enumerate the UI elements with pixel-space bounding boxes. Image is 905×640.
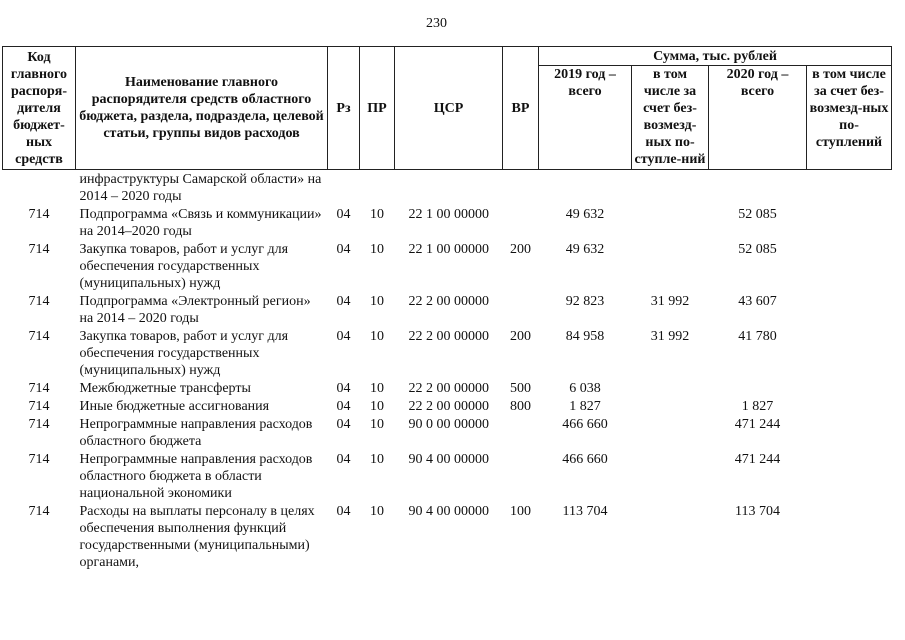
budget-table — [2, 46, 892, 572]
row-sum-2019: 49 632 — [565, 242, 605, 257]
row-name: Расходы на выплаты персоналу в целях обеспечения выполнения функций государственными (муниципальными) органами, — [79, 504, 315, 570]
table-row — [3, 380, 892, 398]
row-name: Непрограммные направления расходов областного бюджета — [79, 417, 313, 449]
row-csr: 22 2 00 00000 — [408, 399, 489, 414]
row-name: Подпрограмма «Электронный регион» на 2014 – 2020 годы — [79, 294, 311, 326]
row-free-2019: 31 992 — [650, 329, 690, 344]
row-pr: 10 — [370, 417, 384, 432]
row-free-2019 — [632, 416, 709, 451]
row-csr: 90 0 00 00000 — [408, 417, 489, 432]
row-pr: 10 — [370, 242, 384, 257]
table-row — [3, 293, 892, 328]
row-csr: 90 4 00 00000 — [408, 504, 489, 519]
row-name: Закупка товаров, работ и услуг для обеспечения государственных (муниципальных) нужд — [79, 329, 289, 378]
row-vr — [503, 416, 539, 451]
row-csr: 22 2 00 00000 — [408, 329, 489, 344]
row-free-2019 — [632, 241, 709, 293]
row-pr: 10 — [370, 399, 384, 414]
row-sum-2020: 52 085 — [738, 207, 777, 222]
row-free-2019 — [632, 206, 709, 241]
row-sum-2020 — [709, 380, 807, 398]
row-free-2019 — [632, 451, 709, 503]
row-sum-2020: 41 780 — [738, 329, 777, 344]
row-pr: 10 — [370, 329, 384, 344]
header-free-2019: в том числе за счет без-возмезд-ных по-ступле-ний — [632, 66, 709, 170]
row-name: Иные бюджетные ассигнования — [79, 399, 270, 414]
header-sum: Сумма, тыс. рублей — [539, 47, 892, 66]
row-sum-2019: 466 660 — [562, 417, 608, 432]
table-row — [3, 241, 892, 293]
row-sum-2020: 52 085 — [738, 242, 777, 257]
row-sum-2020 — [709, 170, 807, 207]
row-sum-2020: 43 607 — [738, 294, 777, 309]
row-name: Непрограммные направления расходов областного бюджета в области национальной экономики — [79, 452, 313, 501]
row-csr: 90 4 00 00000 — [408, 452, 489, 467]
row-sum-2020: 113 704 — [735, 504, 780, 519]
row-pr: 10 — [370, 294, 384, 309]
row-sum-2019 — [539, 170, 632, 207]
row-sum-2019: 113 704 — [562, 504, 608, 519]
row-vr — [503, 293, 539, 328]
table-header — [3, 47, 892, 170]
row-sum-2019: 92 823 — [565, 294, 605, 309]
row-rz: 04 — [336, 207, 351, 222]
table-row — [3, 451, 892, 503]
table-row — [3, 398, 892, 416]
page-number: 230 — [426, 16, 447, 31]
row-name: Межбюджетные трансферты — [79, 381, 251, 396]
row-name: инфраструктуры Самарской области» на 2014 – 2020 годы — [79, 172, 322, 204]
row-rz: 04 — [336, 381, 351, 396]
row-csr: 22 2 00 00000 — [408, 294, 489, 309]
row-sum-2019: 49 632 — [565, 207, 605, 222]
header-pr: ПР — [360, 47, 395, 170]
row-pr — [360, 170, 395, 207]
table-body — [3, 170, 892, 573]
row-code: 714 — [28, 417, 50, 432]
row-rz: 04 — [336, 294, 351, 309]
row-code: 714 — [28, 329, 50, 344]
row-name: Закупка товаров, работ и услуг для обеспечения государственных (муниципальных) нужд — [79, 242, 289, 291]
row-free-2020 — [807, 398, 892, 416]
row-code: 714 — [28, 294, 50, 309]
row-rz: 04 — [336, 242, 351, 257]
row-free-2019 — [632, 503, 709, 572]
row-vr — [503, 170, 539, 207]
row-pr: 10 — [370, 452, 384, 467]
header-sum-2020: 2020 год – всего — [709, 66, 807, 170]
row-rz: 04 — [336, 504, 351, 519]
row-rz: 04 — [336, 329, 351, 344]
table-row — [3, 416, 892, 451]
row-free-2019 — [632, 170, 709, 207]
row-free-2020 — [807, 293, 892, 328]
row-code: 714 — [28, 399, 50, 414]
row-code: 714 — [28, 381, 50, 396]
row-vr — [503, 451, 539, 503]
row-vr: 200 — [510, 329, 531, 344]
row-sum-2020: 471 244 — [734, 417, 781, 432]
row-free-2019 — [632, 398, 709, 416]
row-free-2019: 31 992 — [650, 294, 690, 309]
row-free-2020 — [807, 206, 892, 241]
header-rz: Рз — [328, 47, 360, 170]
row-vr: 500 — [510, 381, 531, 396]
row-rz — [328, 170, 360, 207]
table-row — [3, 328, 892, 380]
header-sum-2019: 2019 год – всего — [539, 66, 632, 170]
row-free-2020 — [807, 503, 892, 572]
row-csr: 22 1 00 00000 — [408, 207, 489, 222]
table-row — [3, 206, 892, 241]
row-code — [3, 170, 76, 207]
row-code: 714 — [28, 207, 50, 222]
header-code: Код главного распоря-дителя бюджет-ных средств — [3, 47, 76, 170]
row-rz: 04 — [336, 452, 351, 467]
row-code: 714 — [28, 242, 50, 257]
row-rz: 04 — [336, 417, 351, 432]
row-free-2020 — [807, 170, 892, 207]
header-name: Наименование главного распорядителя средств областного бюджета, раздела, подраздела, целевой статьи, группы видов расходов — [76, 47, 328, 170]
row-code: 714 — [28, 504, 50, 519]
row-vr: 100 — [510, 504, 531, 519]
row-sum-2020: 1 827 — [741, 399, 774, 414]
row-free-2020 — [807, 380, 892, 398]
header-csr: ЦСР — [395, 47, 503, 170]
row-free-2019 — [632, 380, 709, 398]
row-pr: 10 — [370, 207, 384, 222]
row-rz: 04 — [336, 399, 351, 414]
table-row — [3, 503, 892, 572]
row-name: Подпрограмма «Связь и коммуникации» на 2014–2020 годы — [79, 207, 322, 239]
header-free-2020: в том числе за счет без-возмезд-ных по-ступлений — [807, 66, 892, 170]
row-vr: 200 — [510, 242, 531, 257]
row-free-2020 — [807, 328, 892, 380]
row-code: 714 — [28, 452, 50, 467]
row-csr: 22 1 00 00000 — [408, 242, 489, 257]
row-pr: 10 — [370, 381, 384, 396]
row-pr: 10 — [370, 504, 384, 519]
table-row — [3, 170, 892, 207]
row-csr: 22 2 00 00000 — [408, 381, 489, 396]
row-free-2020 — [807, 241, 892, 293]
row-csr — [395, 170, 503, 207]
header-vr: ВР — [503, 47, 539, 170]
row-free-2020 — [807, 416, 892, 451]
row-sum-2020: 471 244 — [734, 452, 781, 467]
row-sum-2019: 84 958 — [565, 329, 605, 344]
row-sum-2019: 6 038 — [569, 381, 601, 396]
row-sum-2019: 1 827 — [569, 399, 601, 414]
row-sum-2019: 466 660 — [562, 452, 608, 467]
row-vr — [503, 206, 539, 241]
row-free-2020 — [807, 451, 892, 503]
row-vr: 800 — [510, 399, 531, 414]
